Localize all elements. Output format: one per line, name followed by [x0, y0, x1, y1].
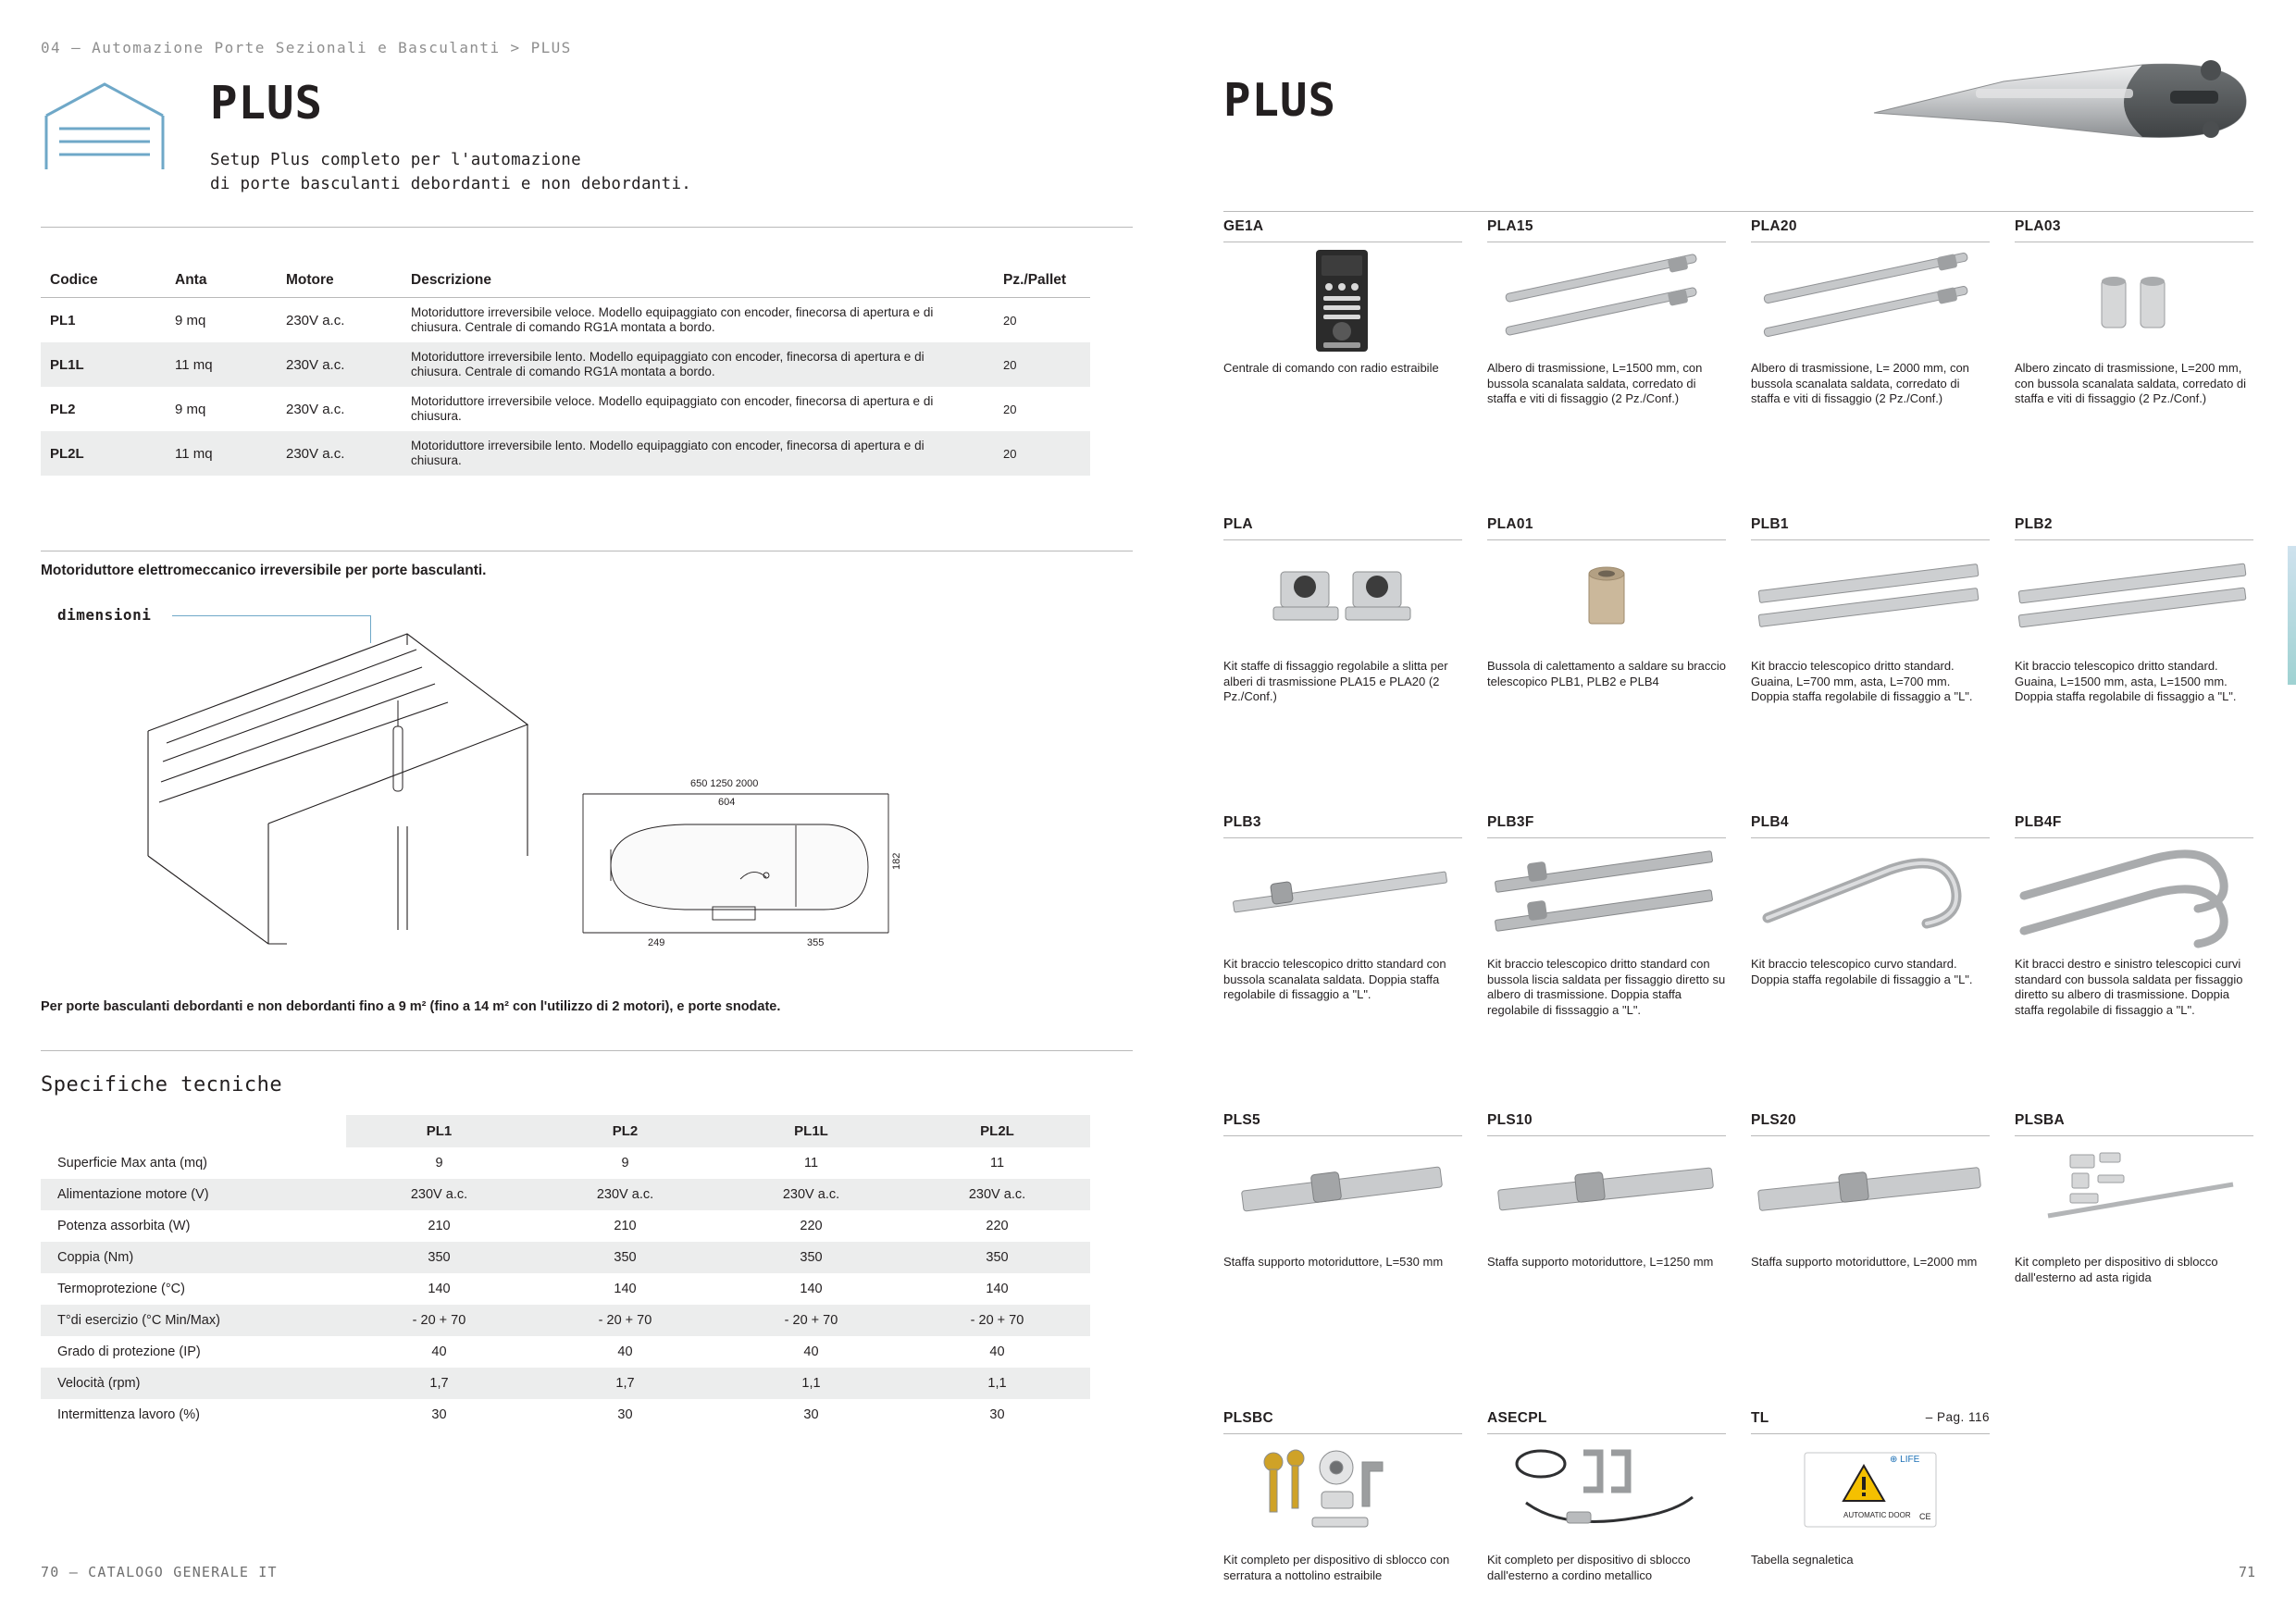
- accessory-cell: [1487, 814, 1726, 1018]
- cell-descrizione: Motoriduttore irreversibile lento. Modello equipaggiato con encoder, finecorsa di apertura e di chiusura. Centrale di comando RG1A montata a bordo.: [411, 350, 925, 378]
- svg-text:⊕ LIFE: ⊕ LIFE: [1890, 1455, 1920, 1465]
- control-unit-icon: [1223, 242, 1462, 361]
- motor-dimension-drawing: [574, 777, 962, 962]
- dim-right-segment: 355: [807, 937, 825, 948]
- accessory-cell: [2015, 218, 2253, 407]
- accessory-code: PLS10: [1487, 1112, 1533, 1128]
- spec-value: 230V a.c.: [596, 1187, 654, 1202]
- door-perspective-drawing: [130, 625, 574, 958]
- spec-value: 11: [989, 1156, 1005, 1171]
- accessory-desc: Kit braccio telescopico dritto standard. Guaina, L=1500 mm, asta, L=1500 mm. Doppia staffa regolabile di fissaggio a "L".: [2015, 659, 2237, 703]
- page-subtitle-line1: Setup Plus completo per l'automazione: [210, 151, 581, 169]
- lead-text: Motoriduttore elettromeccanico irreversibile per porte basculanti.: [41, 563, 487, 578]
- accessory-desc: Tabella segnaletica: [1751, 1553, 1854, 1567]
- th-pallet: Pz./Pallet: [994, 263, 1090, 298]
- spec-value: 350: [614, 1250, 637, 1265]
- spec-value: 40: [989, 1344, 1005, 1359]
- straight-telescopic-arm-icon: [1751, 540, 1990, 659]
- plus-motor-photo: [1865, 37, 2263, 157]
- spec-th-pl1: PL1: [346, 1115, 532, 1147]
- accessory-code: PLB3: [1223, 814, 1261, 830]
- spec-value: 30: [617, 1407, 633, 1422]
- spec-value: 350: [428, 1250, 451, 1265]
- transmission-shaft-icon: [1751, 242, 1990, 361]
- accessory-code: PLB2: [2015, 516, 2053, 532]
- spec-value: 40: [803, 1344, 819, 1359]
- dim-height: 182: [891, 852, 902, 870]
- th-descrizione: Descrizione: [402, 263, 994, 298]
- accessory-code-text: TL: [1751, 1410, 1769, 1426]
- spec-value: 210: [428, 1219, 451, 1233]
- key-release-kit-icon: [1223, 1434, 1462, 1553]
- spec-value: 40: [617, 1344, 633, 1359]
- spec-value: 230V a.c.: [410, 1187, 468, 1202]
- page-title: PLUS: [210, 77, 324, 130]
- accessory-code: PLA03: [2015, 218, 2061, 234]
- footer-left: 70 – CATALOGO GENERALE IT: [41, 1564, 278, 1580]
- cell-anta: 11 mq: [175, 445, 213, 462]
- table-row: [41, 342, 1090, 387]
- motor-support-bracket-icon: [1223, 1136, 1462, 1255]
- page-subtitle-line2: di porte basculanti debordanti e non debordanti.: [210, 175, 692, 193]
- accessory-desc: Kit braccio telescopico dritto standard con bussola liscia saldata per fissaggio diretto su albero di trasmissione. Doppia staffa regolabile di fisssaggio a "L".: [1487, 957, 1726, 1017]
- accessory-cell: [1751, 1410, 1990, 1568]
- accessory-desc: Kit braccio telescopico curvo standard. Doppia staffa regolabile di fissaggio a "L".: [1751, 957, 1973, 986]
- cell-anta: 11 mq: [175, 356, 213, 373]
- accessory-code: PLA: [1223, 516, 1253, 532]
- accessory-desc: Kit completo per dispositivo di sblocco dall'esterno ad asta rigida: [2015, 1255, 2218, 1284]
- galvanized-shaft-icon: [2015, 242, 2253, 361]
- spec-value: - 20 + 70: [970, 1313, 1024, 1328]
- spec-label: Coppia (Nm): [57, 1250, 134, 1265]
- spec-value: 9: [621, 1156, 629, 1171]
- accessory-cell: [1751, 814, 1990, 987]
- accessory-code: PLB4: [1751, 814, 1789, 830]
- spec-value: 30: [803, 1407, 819, 1422]
- spec-value: 350: [800, 1250, 823, 1265]
- spec-value: 140: [428, 1282, 451, 1296]
- accessory-cell: [2015, 516, 2253, 705]
- spec-label: Superficie Max anta (mq): [57, 1156, 207, 1171]
- cell-codice: PL2: [50, 401, 76, 417]
- spec-value: 350: [986, 1250, 1009, 1265]
- cell-pallet: 20: [1003, 357, 1017, 372]
- spec-label: Velocità (rpm): [57, 1376, 141, 1391]
- accessory-code: PLB1: [1751, 516, 1789, 532]
- spec-th-pl2l: PL2L: [904, 1115, 1090, 1147]
- spec-value: 210: [614, 1219, 637, 1233]
- accessory-code: PLSBC: [1223, 1410, 1274, 1426]
- table-header-row: [41, 263, 1090, 298]
- accessory-desc: Kit staffe di fissaggio regolabile a slitta per alberi di trasmissione PLA15 e PLA20 (2 Pz./Conf.): [1223, 659, 1448, 703]
- spec-label: Intermittenza lavoro (%): [57, 1407, 200, 1422]
- spec-label: Potenza assorbita (W): [57, 1219, 191, 1233]
- spec-value: 30: [431, 1407, 447, 1422]
- spec-row: [41, 1242, 1090, 1273]
- spec-th-pl1l: PL1L: [718, 1115, 904, 1147]
- accessory-cell: [1751, 1112, 1990, 1270]
- accessory-code: PLS20: [1751, 1112, 1796, 1128]
- accessory-desc: Kit completo per dispositivo di sblocco con serratura a nottolino estraibile: [1223, 1553, 1450, 1582]
- spec-th-blank: [41, 1115, 346, 1147]
- accessory-cell: [2015, 1112, 2253, 1285]
- spec-value: 1,1: [801, 1376, 821, 1391]
- table-row: [41, 431, 1090, 476]
- accessory-code: PLA20: [1751, 218, 1797, 234]
- accessory-desc: Staffa supporto motoriduttore, L=1250 mm: [1487, 1255, 1714, 1269]
- straight-telescopic-arm-icon: [2015, 540, 2253, 659]
- spec-value: 230V a.c.: [782, 1187, 840, 1202]
- cell-pallet: 20: [1003, 402, 1017, 416]
- garage-door-icon: [41, 77, 168, 174]
- accessory-cell: [1487, 1410, 1726, 1583]
- accessory-cell: [1751, 218, 1990, 407]
- page-edge-strip: [2288, 546, 2296, 685]
- spec-row: [41, 1273, 1090, 1305]
- spec-value: 220: [986, 1219, 1009, 1233]
- accessory-desc: Centrale di comando con radio estraibile: [1223, 361, 1439, 375]
- accessory-cell: [1223, 814, 1462, 1003]
- accessory-code: [1751, 1410, 1990, 1433]
- spec-value: 40: [431, 1344, 447, 1359]
- accessory-code: PLA01: [1487, 516, 1533, 532]
- accessory-code: ASECPL: [1487, 1410, 1547, 1426]
- svg-text:CE: CE: [1919, 1512, 1931, 1521]
- spec-row: [41, 1368, 1090, 1399]
- accessory-cell: [1487, 516, 1726, 689]
- spec-value: 1,7: [429, 1376, 449, 1391]
- cell-codice: PL1: [50, 312, 76, 328]
- accessory-desc: Albero di trasmissione, L=1500 mm, con bussola scanalata saldata, corredato di staffa e viti di fissaggio (2 Pz./Conf.): [1487, 361, 1703, 405]
- dimensions-leader-line: [172, 615, 371, 616]
- spec-value: 1,1: [987, 1376, 1007, 1391]
- bushing-icon: [1487, 540, 1726, 659]
- accessory-desc: Staffa supporto motoriduttore, L=2000 mm: [1751, 1255, 1978, 1269]
- dim-left-segment: 249: [648, 937, 665, 948]
- breadcrumb: 04 — Automazione Porte Sezionali e Basculanti > PLUS: [41, 39, 572, 56]
- accessory-code: PLB3F: [1487, 814, 1534, 830]
- accessory-cell: [1223, 1410, 1462, 1583]
- accessory-cell: [1487, 218, 1726, 407]
- accessory-cell: [2015, 814, 2253, 1018]
- divider-right-top: [1223, 211, 2253, 212]
- divider-top: [41, 227, 1133, 228]
- spec-label: Grado di protezione (IP): [57, 1344, 201, 1359]
- note-text: Per porte basculanti debordanti e non debordanti fino a 9 m² (fino a 14 m² con l'utilizzo di 2 motori), e porte snodate.: [41, 999, 781, 1014]
- cell-pallet: 20: [1003, 313, 1017, 328]
- spec-label: Termoprotezione (°C): [57, 1282, 185, 1296]
- accessory-code: PLB4F: [2015, 814, 2062, 830]
- accessory-cell: [1223, 1112, 1462, 1270]
- spec-row: [41, 1336, 1090, 1368]
- spec-table: [41, 1115, 1090, 1431]
- dim-total-length: 604: [718, 797, 736, 808]
- cell-anta: 9 mq: [175, 312, 206, 328]
- accessory-cell: [1223, 218, 1462, 377]
- table-row: [41, 298, 1090, 343]
- spec-label: T°di esercizio (°C Min/Max): [57, 1313, 220, 1328]
- cell-motore: 230V a.c.: [286, 401, 345, 417]
- sliding-bracket-kit-icon: [1223, 540, 1462, 659]
- spec-value: 140: [614, 1282, 637, 1296]
- cable-release-kit-icon: [1487, 1434, 1726, 1553]
- accessory-cell: [1487, 1112, 1726, 1270]
- spec-row: [41, 1305, 1090, 1336]
- accessory-desc: Kit completo per dispositivo di sblocco dall'esterno a cordino metallico: [1487, 1553, 1691, 1582]
- telescopic-arm-smooth-pair-icon: [1487, 838, 1726, 957]
- divider-spec: [41, 1050, 1133, 1051]
- spec-value: 1,7: [615, 1376, 635, 1391]
- curved-arms-pair-icon: [2015, 838, 2253, 957]
- spec-value: - 20 + 70: [784, 1313, 838, 1328]
- accessory-desc: Staffa supporto motoriduttore, L=530 mm: [1223, 1255, 1444, 1269]
- codes-table: [41, 263, 1090, 476]
- cell-descrizione: Motoriduttore irreversibile lento. Modello equipaggiato con encoder, finecorsa di apertura e di chiusura.: [411, 439, 925, 467]
- spec-label: Alimentazione motore (V): [57, 1187, 209, 1202]
- cell-codice: PL2L: [50, 445, 84, 462]
- spec-row: [41, 1210, 1090, 1242]
- cell-motore: 230V a.c.: [286, 445, 345, 462]
- accessory-desc: Kit bracci destro e sinistro telescopici curvi standard con bussola saldata per fissaggio diretto su albero di trasmissione. Doppia staffa regolabile di fissaggio a "L".: [2015, 957, 2243, 1017]
- spec-value: 9: [435, 1156, 443, 1171]
- spec-value: 140: [800, 1282, 823, 1296]
- telescopic-arm-splined-icon: [1223, 838, 1462, 957]
- spec-heading: Specifiche tecniche: [41, 1073, 283, 1096]
- footer-right: 71: [2238, 1564, 2255, 1580]
- accessory-page-ref: – Pag. 116: [1925, 1410, 1990, 1424]
- spec-value: 30: [989, 1407, 1005, 1422]
- accessory-desc: Bussola di calettamento a saldare su braccio telescopico PLB1, PLB2 e PLB4: [1487, 659, 1726, 688]
- spec-value: - 20 + 70: [598, 1313, 652, 1328]
- page-subtitle: [210, 148, 691, 196]
- th-anta: Anta: [166, 263, 277, 298]
- motor-support-bracket-icon: [1751, 1136, 1990, 1255]
- table-row: [41, 387, 1090, 431]
- spec-row: [41, 1179, 1090, 1210]
- spec-header-row: [41, 1115, 1090, 1147]
- accessory-code: GE1A: [1223, 218, 1264, 234]
- curved-telescopic-arm-icon: [1751, 838, 1990, 957]
- svg-text:AUTOMATIC DOOR: AUTOMATIC DOOR: [1843, 1511, 1911, 1519]
- spec-value: 230V a.c.: [968, 1187, 1026, 1202]
- warning-sign-icon: [1751, 1434, 1990, 1553]
- spec-value: 140: [986, 1282, 1009, 1296]
- spec-value: 11: [803, 1156, 819, 1171]
- transmission-shaft-icon: [1487, 242, 1726, 361]
- accessory-cell: [1223, 516, 1462, 705]
- cell-descrizione: Motoriduttore irreversibile veloce. Modello equipaggiato con encoder, finecorsa di apertura e di chiusura.: [411, 394, 934, 423]
- accessory-code: PLS5: [1223, 1112, 1260, 1128]
- spec-value: 220: [800, 1219, 823, 1233]
- th-codice: Codice: [41, 263, 166, 298]
- cell-pallet: 20: [1003, 446, 1017, 461]
- spec-value: - 20 + 70: [412, 1313, 466, 1328]
- cell-codice: PL1L: [50, 356, 84, 373]
- release-rod-kit-icon: [2015, 1136, 2253, 1255]
- accessory-desc: Albero zincato di trasmissione, L=200 mm, con bussola scanalata saldata, corredato di staffa e viti di fissaggio (2 Pz./Conf.): [2015, 361, 2247, 405]
- accessory-desc: Albero di trasmissione, L= 2000 mm, con bussola scanalata saldata, corredato di staffa e viti di fissaggio (2 Pz./Conf.): [1751, 361, 1969, 405]
- dimensions-label: dimensioni: [57, 606, 152, 624]
- accessory-code: PLA15: [1487, 218, 1533, 234]
- accessory-desc: Kit braccio telescopico dritto standard con bussola scanalata saldata. Doppia staffa regolabile di fissaggio a "L".: [1223, 957, 1446, 1001]
- cell-motore: 230V a.c.: [286, 312, 345, 328]
- right-page: [1175, 0, 2296, 1623]
- cell-anta: 9 mq: [175, 401, 206, 417]
- accessory-cell: [1751, 516, 1990, 705]
- cell-motore: 230V a.c.: [286, 356, 345, 373]
- spec-th-pl2: PL2: [532, 1115, 718, 1147]
- title-block: [41, 69, 1133, 193]
- spec-row: [41, 1399, 1090, 1431]
- spec-row: [41, 1147, 1090, 1179]
- motor-support-bracket-icon: [1487, 1136, 1726, 1255]
- accessory-desc: Kit braccio telescopico dritto standard. Guaina, L=700 mm, asta, L=700 mm. Doppia staffa regolabile di fissaggio a "L".: [1751, 659, 1973, 703]
- dim-top-values: 650 1250 2000: [690, 778, 759, 789]
- th-motore: Motore: [277, 263, 402, 298]
- right-page-title: PLUS: [1223, 74, 1337, 127]
- cell-descrizione: Motoriduttore irreversibile veloce. Modello equipaggiato con encoder, finecorsa di apertura e di chiusura. Centrale di comando RG1A montata a bordo.: [411, 305, 934, 334]
- accessory-code: PLSBA: [2015, 1112, 2066, 1128]
